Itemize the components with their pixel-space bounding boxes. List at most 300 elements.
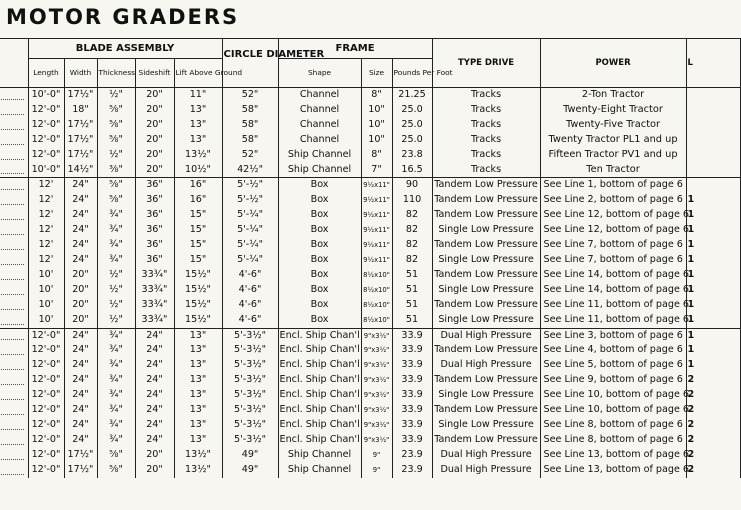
power-cell: See Line 8, bottom of page 6 <box>540 433 686 448</box>
leader-cell <box>0 103 28 118</box>
length-cell: 12'-0" <box>28 463 64 478</box>
length-cell: 12' <box>28 253 64 268</box>
type-drive-cell: Tracks <box>432 88 540 103</box>
shape-cell: Box <box>278 193 361 208</box>
length-cell: 12'-0" <box>28 343 64 358</box>
thickness-cell: ¾" <box>97 208 135 223</box>
size-cell: 9"x3½" <box>361 433 392 448</box>
length-cell: 12' <box>28 238 64 253</box>
leader-dots <box>1 165 24 174</box>
size-cell: 9½x11" <box>361 223 392 238</box>
lift-cell: 15½" <box>174 268 222 283</box>
spec-table-frame <box>0 38 726 510</box>
width-cell: 20" <box>64 268 97 283</box>
thickness-cell: ½" <box>97 298 135 313</box>
width-cell: 14½" <box>64 163 97 178</box>
thickness-cell: ¾" <box>97 373 135 388</box>
cut-cell: 1 <box>686 238 740 253</box>
circle-diameter-cell: 5'-3½" <box>222 358 278 373</box>
table-row <box>0 208 740 223</box>
sideshift-cell: 20" <box>135 463 174 478</box>
size-cell: 9"x3½" <box>361 403 392 418</box>
shape-cell: Box <box>278 283 361 298</box>
type-drive-cell: Tracks <box>432 148 540 163</box>
size-cell: 8½x10" <box>361 313 392 328</box>
sideshift-cell: 36" <box>135 178 174 193</box>
cut-cell: 1 <box>686 328 740 343</box>
type-drive-cell: Tracks <box>432 103 540 118</box>
pounds-cell: 16.5 <box>392 163 432 178</box>
type-drive-cell: Single Low Pressure <box>432 388 540 403</box>
thickness-cell: ¾" <box>97 403 135 418</box>
length-cell: 10'-0" <box>28 163 64 178</box>
type-drive-cell: Tracks <box>432 118 540 133</box>
thickness-cell: ½" <box>97 283 135 298</box>
length-cell: 12' <box>28 223 64 238</box>
table-row <box>0 88 740 103</box>
table-body <box>0 88 740 478</box>
width-cell: 18" <box>64 103 97 118</box>
shape-cell: Box <box>278 298 361 313</box>
cut-cell: 1 <box>686 343 740 358</box>
lift-cell: 16" <box>174 193 222 208</box>
length-cell: 10' <box>28 313 64 328</box>
cut-cell: 2 <box>686 448 740 463</box>
pounds-cell: 23.9 <box>392 463 432 478</box>
leader-dots <box>1 301 24 310</box>
pounds-cell: 33.9 <box>392 358 432 373</box>
width-cell: 24" <box>64 388 97 403</box>
size-cell: 9"x3½" <box>361 373 392 388</box>
cut-cell <box>686 163 740 178</box>
pounds-header: Pounds Per Foot <box>392 59 432 88</box>
size-cell: 10" <box>361 133 392 148</box>
shape-cell: Encl. Ship Chan'l <box>278 328 361 343</box>
size-cell: 9" <box>361 448 392 463</box>
circle-diameter-cell: 4'-6" <box>222 313 278 328</box>
sideshift-cell: 24" <box>135 388 174 403</box>
lift-cell: 13" <box>174 433 222 448</box>
sideshift-cell: 24" <box>135 373 174 388</box>
leader-dots <box>1 226 24 235</box>
circle-diameter-cell: 5'-3½" <box>222 388 278 403</box>
size-cell: 9"x3½" <box>361 358 392 373</box>
table-row <box>0 103 740 118</box>
shape-cell: Encl. Ship Chan'l <box>278 433 361 448</box>
cut-cell: 2 <box>686 463 740 478</box>
power-cell: See Line 12, bottom of page 6 <box>540 208 686 223</box>
type-drive-cell: Tandem Low Pressure <box>432 298 540 313</box>
power-cell: See Line 11, bottom of page 6 <box>540 313 686 328</box>
sideshift-cell: 20" <box>135 148 174 163</box>
leader-cell <box>0 418 28 433</box>
pounds-cell: 33.9 <box>392 418 432 433</box>
sideshift-cell: 20" <box>135 448 174 463</box>
power-cell: See Line 7, bottom of page 6 <box>540 238 686 253</box>
size-cell: 9½x11" <box>361 178 392 193</box>
shape-header: Shape <box>278 59 361 88</box>
leader-dots <box>1 256 24 265</box>
width-cell: 24" <box>64 418 97 433</box>
width-cell: 17½" <box>64 88 97 103</box>
pounds-cell: 33.9 <box>392 388 432 403</box>
thickness-cell: ½" <box>97 148 135 163</box>
lift-cell: 13½" <box>174 148 222 163</box>
pounds-cell: 82 <box>392 208 432 223</box>
leader-cell <box>0 178 28 193</box>
length-cell: 12'-0" <box>28 328 64 343</box>
sideshift-cell: 33¾" <box>135 313 174 328</box>
lift-cell: 15" <box>174 238 222 253</box>
width-cell: 20" <box>64 313 97 328</box>
table-row <box>0 148 740 163</box>
length-cell: 12'-0" <box>28 358 64 373</box>
thickness-cell: ½" <box>97 88 135 103</box>
circle-diameter-cell: 4'-6" <box>222 283 278 298</box>
thickness-header: Thickness <box>97 59 135 88</box>
type-drive-cell: Dual High Pressure <box>432 463 540 478</box>
sideshift-cell: 36" <box>135 238 174 253</box>
lift-cell: 13" <box>174 418 222 433</box>
sideshift-cell: 24" <box>135 433 174 448</box>
thickness-cell: ¾" <box>97 433 135 448</box>
shape-cell: Ship Channel <box>278 463 361 478</box>
circle-diameter-cell: 5'-3½" <box>222 373 278 388</box>
table-row <box>0 313 740 328</box>
lift-cell: 10½" <box>174 163 222 178</box>
leader-dots <box>1 136 24 145</box>
leader-cell <box>0 193 28 208</box>
circle-diameter-cell: 58" <box>222 118 278 133</box>
pounds-cell: 23.9 <box>392 448 432 463</box>
leader-cell <box>0 358 28 373</box>
type-drive-cell: Single Low Pressure <box>432 283 540 298</box>
table-row <box>0 133 740 148</box>
cut-cell <box>686 88 740 103</box>
size-cell: 7" <box>361 163 392 178</box>
thickness-cell: ¾" <box>97 253 135 268</box>
leader-dots <box>1 271 24 280</box>
shape-cell: Channel <box>278 118 361 133</box>
cut-cell: 1 <box>686 358 740 373</box>
type-drive-cell: Dual High Pressure <box>432 448 540 463</box>
circle-diameter-cell: 52" <box>222 88 278 103</box>
power-cell: Twenty-Five Tractor <box>540 118 686 133</box>
type-drive-cell: Single Low Pressure <box>432 223 540 238</box>
cut-cell: 1 <box>686 298 740 313</box>
leader-dots <box>1 121 24 130</box>
cut-column-header: L <box>686 39 740 88</box>
circle-diameter-cell: 5'-½" <box>222 178 278 193</box>
lift-cell: 13" <box>174 328 222 343</box>
sideshift-cell: 33¾" <box>135 298 174 313</box>
table-row <box>0 448 740 463</box>
circle-diameter-cell: 5'-¼" <box>222 253 278 268</box>
circle-diameter-header: CIRCLE DIAMETER <box>222 39 278 88</box>
leader-dots <box>1 211 24 220</box>
table-row <box>0 463 740 478</box>
cut-cell: 1 <box>686 268 740 283</box>
shape-cell: Box <box>278 178 361 193</box>
lift-cell: 13" <box>174 118 222 133</box>
thickness-cell: ¾" <box>97 328 135 343</box>
type-drive-cell: Tracks <box>432 133 540 148</box>
shape-cell: Channel <box>278 88 361 103</box>
table-row <box>0 118 740 133</box>
power-cell: See Line 14, bottom of page 6 <box>540 283 686 298</box>
circle-diameter-cell: 49" <box>222 463 278 478</box>
power-cell: 2-Ton Tractor <box>540 88 686 103</box>
leader-dots <box>1 196 24 205</box>
size-cell: 9½x11" <box>361 238 392 253</box>
pounds-cell: 51 <box>392 313 432 328</box>
leader-cell <box>0 373 28 388</box>
lift-header: Lift Above Ground <box>174 59 222 88</box>
circle-diameter-cell: 5'-3½" <box>222 403 278 418</box>
sideshift-cell: 24" <box>135 403 174 418</box>
power-cell: See Line 10, bottom of page 6 <box>540 388 686 403</box>
pounds-cell: 82 <box>392 223 432 238</box>
sideshift-cell: 36" <box>135 193 174 208</box>
sideshift-cell: 24" <box>135 418 174 433</box>
circle-diameter-cell: 49" <box>222 448 278 463</box>
table-row <box>0 253 740 268</box>
thickness-cell: ⅝" <box>97 463 135 478</box>
leader-cell <box>0 148 28 163</box>
cut-cell <box>686 118 740 133</box>
length-cell: 12'-0" <box>28 103 64 118</box>
lift-cell: 16" <box>174 178 222 193</box>
length-header: Length <box>28 59 64 88</box>
pounds-cell: 82 <box>392 238 432 253</box>
size-cell: 8½x10" <box>361 298 392 313</box>
power-cell: Ten Tractor <box>540 163 686 178</box>
cut-cell <box>686 103 740 118</box>
lift-cell: 13½" <box>174 463 222 478</box>
pounds-cell: 23.8 <box>392 148 432 163</box>
leader-cell <box>0 313 28 328</box>
thickness-cell: ⅜" <box>97 163 135 178</box>
shape-cell: Encl. Ship Chan'l <box>278 343 361 358</box>
lift-cell: 13" <box>174 358 222 373</box>
shape-cell: Encl. Ship Chan'l <box>278 388 361 403</box>
sideshift-cell: 33¾" <box>135 283 174 298</box>
leader-dots <box>1 181 24 190</box>
leader-dots <box>1 406 24 415</box>
type-drive-cell: Tandem Low Pressure <box>432 178 540 193</box>
power-cell: See Line 7, bottom of page 6 <box>540 253 686 268</box>
thickness-cell: ¾" <box>97 238 135 253</box>
circle-diameter-cell: 58" <box>222 103 278 118</box>
leader-cell <box>0 88 28 103</box>
type-drive-cell: Tandem Low Pressure <box>432 403 540 418</box>
pounds-cell: 33.9 <box>392 328 432 343</box>
circle-diameter-cell: 5'-¼" <box>222 208 278 223</box>
thickness-cell: ⅝" <box>97 103 135 118</box>
pounds-cell: 33.9 <box>392 403 432 418</box>
sideshift-cell: 24" <box>135 358 174 373</box>
width-cell: 24" <box>64 433 97 448</box>
circle-diameter-cell: 4'-6" <box>222 268 278 283</box>
type-drive-header: TYPE DRIVE <box>432 39 540 88</box>
lift-cell: 13" <box>174 403 222 418</box>
thickness-cell: ⅝" <box>97 118 135 133</box>
pounds-cell: 51 <box>392 298 432 313</box>
lead-header <box>0 39 28 88</box>
length-cell: 12'-0" <box>28 133 64 148</box>
sideshift-cell: 24" <box>135 328 174 343</box>
blade-assembly-header: BLADE ASSEMBLY <box>28 39 222 59</box>
power-cell: See Line 8, bottom of page 6 <box>540 418 686 433</box>
size-cell: 9"x3½" <box>361 328 392 343</box>
sideshift-cell: 20" <box>135 118 174 133</box>
power-header: POWER <box>540 39 686 88</box>
length-cell: 12'-0" <box>28 373 64 388</box>
circle-diameter-cell: 5'-3½" <box>222 433 278 448</box>
table-row <box>0 343 740 358</box>
thickness-cell: ¾" <box>97 388 135 403</box>
size-cell: 9"x3½" <box>361 418 392 433</box>
cut-cell: 1 <box>686 208 740 223</box>
pounds-cell: 82 <box>392 253 432 268</box>
pounds-cell: 90 <box>392 178 432 193</box>
circle-diameter-cell: 42½" <box>222 163 278 178</box>
size-header: Size <box>361 59 392 88</box>
shape-cell: Encl. Ship Chan'l <box>278 418 361 433</box>
length-cell: 10' <box>28 298 64 313</box>
length-cell: 12'-0" <box>28 118 64 133</box>
width-cell: 24" <box>64 403 97 418</box>
leader-cell <box>0 133 28 148</box>
cut-cell <box>686 133 740 148</box>
table-row <box>0 403 740 418</box>
width-header: Width <box>64 59 97 88</box>
thickness-cell: ¾" <box>97 223 135 238</box>
cut-cell: 2 <box>686 433 740 448</box>
lift-cell: 13" <box>174 373 222 388</box>
sideshift-cell: 36" <box>135 223 174 238</box>
cut-cell: 1 <box>686 253 740 268</box>
leader-cell <box>0 283 28 298</box>
circle-diameter-cell: 5'-3½" <box>222 328 278 343</box>
lift-cell: 13½" <box>174 448 222 463</box>
thickness-cell: ⅝" <box>97 178 135 193</box>
power-cell: Twenty-Eight Tractor <box>540 103 686 118</box>
size-cell: 8½x10" <box>361 268 392 283</box>
leader-cell <box>0 298 28 313</box>
sideshift-cell: 20" <box>135 163 174 178</box>
lift-cell: 15" <box>174 208 222 223</box>
cut-cell <box>686 148 740 163</box>
shape-cell: Box <box>278 223 361 238</box>
type-drive-cell: Dual High Pressure <box>432 328 540 343</box>
type-drive-cell: Tandem Low Pressure <box>432 208 540 223</box>
pounds-cell: 110 <box>392 193 432 208</box>
thickness-cell: ¾" <box>97 418 135 433</box>
shape-cell: Box <box>278 253 361 268</box>
type-drive-cell: Single Low Pressure <box>432 418 540 433</box>
table-row <box>0 193 740 208</box>
pounds-cell: 25.0 <box>392 118 432 133</box>
shape-cell: Ship Channel <box>278 448 361 463</box>
width-cell: 24" <box>64 208 97 223</box>
leader-cell <box>0 463 28 478</box>
width-cell: 24" <box>64 343 97 358</box>
pounds-cell: 25.0 <box>392 103 432 118</box>
sideshift-cell: 20" <box>135 88 174 103</box>
leader-dots <box>1 151 24 160</box>
leader-dots <box>1 376 24 385</box>
leader-cell <box>0 208 28 223</box>
cut-cell <box>686 178 740 193</box>
leader-dots <box>1 91 24 100</box>
type-drive-cell: Tandem Low Pressure <box>432 343 540 358</box>
lift-cell: 15" <box>174 253 222 268</box>
type-drive-cell: Dual High Pressure <box>432 358 540 373</box>
circle-diameter-cell: 5'-¼" <box>222 238 278 253</box>
leader-dots <box>1 106 24 115</box>
length-cell: 12'-0" <box>28 388 64 403</box>
length-cell: 12' <box>28 178 64 193</box>
length-cell: 12'-0" <box>28 433 64 448</box>
length-cell: 10' <box>28 283 64 298</box>
width-cell: 24" <box>64 328 97 343</box>
pounds-cell: 21.25 <box>392 88 432 103</box>
length-cell: 12'-0" <box>28 448 64 463</box>
power-cell: See Line 9, bottom of page 6 <box>540 373 686 388</box>
shape-cell: Encl. Ship Chan'l <box>278 373 361 388</box>
thickness-cell: ⅝" <box>97 448 135 463</box>
table-row <box>0 223 740 238</box>
leader-dots <box>1 346 24 355</box>
cut-cell: 1 <box>686 193 740 208</box>
leader-dots <box>1 421 24 430</box>
width-cell: 24" <box>64 253 97 268</box>
size-cell: 9½x11" <box>361 193 392 208</box>
leader-cell <box>0 163 28 178</box>
lift-cell: 15" <box>174 223 222 238</box>
length-cell: 10'-0" <box>28 88 64 103</box>
table-row <box>0 388 740 403</box>
size-cell: 8" <box>361 148 392 163</box>
length-cell: 12'-0" <box>28 403 64 418</box>
leader-dots <box>1 466 24 475</box>
width-cell: 24" <box>64 193 97 208</box>
sideshift-cell: 20" <box>135 133 174 148</box>
leader-cell <box>0 403 28 418</box>
circle-diameter-cell: 58" <box>222 133 278 148</box>
leader-dots <box>1 316 24 325</box>
size-cell: 10" <box>361 103 392 118</box>
motor-graders-table <box>0 38 741 478</box>
type-drive-cell: Tandem Low Pressure <box>432 433 540 448</box>
sideshift-cell: 20" <box>135 103 174 118</box>
size-cell: 8" <box>361 88 392 103</box>
leader-cell <box>0 328 28 343</box>
cut-cell: 2 <box>686 388 740 403</box>
type-drive-cell: Single Low Pressure <box>432 253 540 268</box>
shape-cell: Channel <box>278 133 361 148</box>
lift-cell: 13" <box>174 388 222 403</box>
leader-cell <box>0 268 28 283</box>
leader-dots <box>1 436 24 445</box>
length-cell: 12'-0" <box>28 148 64 163</box>
width-cell: 24" <box>64 178 97 193</box>
sideshift-cell: 36" <box>135 208 174 223</box>
power-cell: See Line 5, bottom of page 6 <box>540 358 686 373</box>
size-cell: 9" <box>361 463 392 478</box>
width-cell: 20" <box>64 283 97 298</box>
